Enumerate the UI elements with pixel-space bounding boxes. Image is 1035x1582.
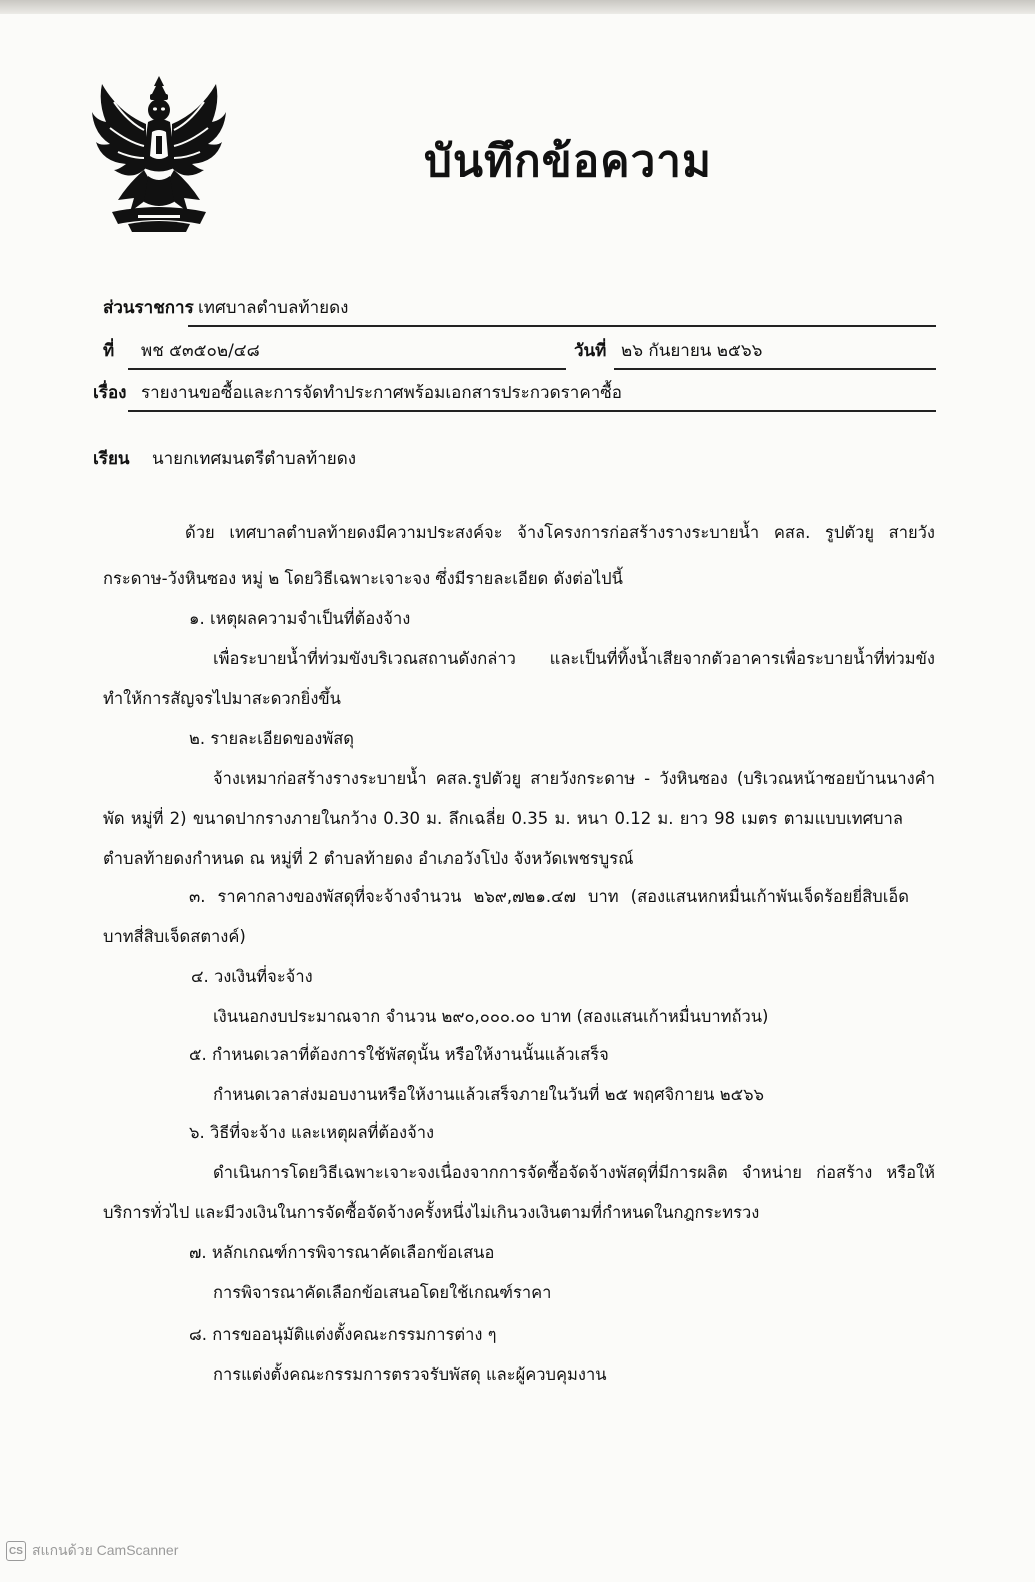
subject-value: รายงานขอซื้อและการจัดทำประกาศพร้อมเอกสารประกวดราคาซื้อ bbox=[141, 383, 622, 403]
item-line: พัด หมู่ที่ 2) ขนาดปากรางภายในกว้าง 0.30 ม. ลึกเฉลี่ย 0.35 ม. หนา 0.12 ม. ยาว 98 เมตร ตามแบบเทศบาล bbox=[103, 809, 903, 828]
agency-label: ส่วนราชการ bbox=[103, 298, 194, 318]
ref-label: ที่ bbox=[103, 341, 115, 361]
agency-rule bbox=[188, 325, 936, 327]
subject-label: เรื่อง bbox=[93, 383, 127, 403]
camscanner-text: สแกนด้วย CamScanner bbox=[32, 1542, 179, 1558]
item-heading: ๒. รายละเอียดของพัสดุ bbox=[189, 729, 354, 748]
item-heading: ๘. การขออนุมัติแต่งตั้งคณะกรรมการต่าง ๆ bbox=[189, 1325, 497, 1344]
item-line: จ้างเหมาก่อสร้างรางระบายน้ำ คสล.รูปตัวยู สายวังกระดาษ - วังหินซอง (บริเวณหน้าซอยบ้านนางคำ bbox=[213, 769, 935, 788]
item-line: ตำบลท้ายดงกำหนด ณ หมู่ที่ 2 ตำบลท้ายดง อำเภอวังโป่ง จังหวัดเพชรบูรณ์ bbox=[103, 849, 634, 868]
date-value: ๒๖ กันยายน ๒๕๖๖ bbox=[621, 341, 763, 361]
item-line: ดำเนินการโดยวิธีเฉพาะเจาะจงเนื่องจากการจัดซื้อจัดจ้างพัสดุที่มีการผลิต จำหน่าย ก่อสร้าง หรือให้ bbox=[213, 1163, 935, 1182]
date-label: วันที่ bbox=[574, 341, 607, 361]
agency-value: เทศบาลตำบลท้ายดง bbox=[198, 298, 349, 318]
item-line: เพื่อระบายน้ำที่ท่วมขังบริเวณสถานดังกล่าว และเป็นที่ทิ้งน้ำเสียจากตัวอาคารเพื่อระบายน้ำที่ท่วมขัง bbox=[213, 649, 935, 668]
item-line: การแต่งตั้งคณะกรรมการตรวจรับพัสดุ และผู้ควบคุมงาน bbox=[213, 1365, 607, 1384]
item-heading: ๑. เหตุผลความจำเป็นที่ต้องจ้าง bbox=[189, 609, 411, 628]
ref-value: พช ๕๓๕๐๒/๔๘ bbox=[141, 341, 260, 361]
memo-title: บันทึกข้อความ bbox=[424, 136, 713, 187]
camscanner-logo-icon: CS bbox=[6, 1541, 26, 1561]
item-line: บาทสี่สิบเจ็ดสตางค์) bbox=[103, 927, 246, 946]
intro-line: กระดาษ-วังหินซอง หมู่ ๒ โดยวิธีเฉพาะเจาะจง ซึ่งมีรายละเอียด ดังต่อไปนี้ bbox=[103, 569, 623, 588]
item-heading: ๕. กำหนดเวลาที่ต้องการใช้พัสดุนั้น หรือให้งานนั้นแล้วเสร็จ bbox=[189, 1045, 609, 1064]
camscanner-footer bbox=[6, 1540, 178, 1562]
item-line: การพิจารณาคัดเลือกข้อเสนอโดยใช้เกณฑ์ราคา bbox=[213, 1283, 552, 1302]
garuda-emblem-icon bbox=[88, 72, 230, 234]
item-heading: ๓. ราคากลางของพัสดุที่จะจ้างจำนวน ๒๖๙,๗๒๑.๔๗ บาท (สองแสนหกหมื่นเก้าพันเจ็ดร้อยยี่สิบเอ็ด bbox=[189, 887, 909, 906]
item-heading: ๔. วงเงินที่จะจ้าง bbox=[191, 967, 313, 986]
scan-top-edge bbox=[0, 0, 1035, 14]
item-heading: ๗. หลักเกณฑ์การพิจารณาคัดเลือกข้อเสนอ bbox=[189, 1243, 495, 1262]
item-heading: ๖. วิธีที่จะจ้าง และเหตุผลที่ต้องจ้าง bbox=[189, 1123, 435, 1142]
ref-rule bbox=[128, 368, 566, 370]
date-rule bbox=[614, 368, 936, 370]
subject-rule bbox=[128, 410, 936, 412]
item-line: กำหนดเวลาส่งมอบงานหรือให้งานแล้วเสร็จภายในวันที่ ๒๕ พฤศจิกายน ๒๕๖๖ bbox=[213, 1085, 765, 1104]
item-line: เงินนอกงบประมาณจาก จำนวน ๒๙๐,๐๐๐.๐๐ บาท (สองแสนเก้าหมื่นบาทถ้วน) bbox=[213, 1007, 769, 1026]
intro-line: ด้วย เทศบาลตำบลท้ายดงมีความประสงค์จะ จ้างโครงการก่อสร้างรางระบายน้ำ คสล. รูปตัวยู สายวัง bbox=[185, 523, 935, 542]
item-line: ทำให้การสัญจรไปมาสะดวกยิ่งขึ้น bbox=[103, 689, 341, 708]
to-value: นายกเทศมนตรีตำบลท้ายดง bbox=[152, 449, 357, 469]
to-label: เรียน bbox=[93, 449, 130, 469]
item-line: บริการทั่วไป และมีวงเงินในการจัดซื้อจัดจ้างครั้งหนึ่งไม่เกินวงเงินตามที่กำหนดในกฎกระทรวง bbox=[103, 1203, 760, 1222]
